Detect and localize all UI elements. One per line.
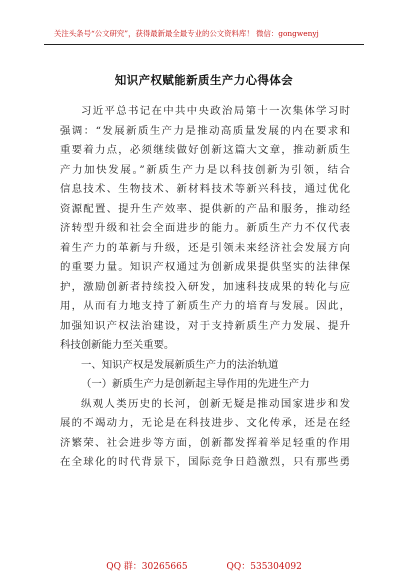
body-line: 在全球化的时代背景下，国际竞争日趋激烈，只有那些勇 — [60, 456, 350, 468]
body-line: 用，从而有力地支持了新质生产力的培育与发展。因此， — [60, 300, 350, 312]
subsection-heading: （一）新质生产力是创新起主导作用的先进生产力 — [81, 378, 310, 390]
header-note: 关注头条号“公文研究”，获得最新最全最专业的公文资料库！ 微信：gongwenyj — [54, 29, 319, 38]
body-line: 资源配置、提升生产效率、提供新的产品和服务，推动经 — [60, 202, 350, 215]
body-line: 产力加快发展。”新质生产力是以科技创新为引领，结合 — [60, 163, 350, 176]
body-line: 纵观人类历史的长河，创新无疑是推动国家进步和发 — [81, 397, 350, 410]
document-title: 知识产权赋能新质生产力心得体会 — [114, 73, 294, 87]
qq-number-label: QQ：535304092 — [226, 562, 302, 572]
body-line: 科技创新能力至关重要。 — [60, 339, 175, 351]
body-line: 着生产力的革新与升级，还是引领未来经济社会发展方向 — [60, 241, 350, 254]
body-line: 习近平总书记在中共中央政治局第十一次集体学习时 — [81, 105, 350, 117]
qq-group-label: QQ 群：30265665 — [106, 562, 188, 572]
body-line: 信息技术、生物技术、新材料技术等新兴科技，通过优化 — [60, 183, 350, 195]
body-line: 济繁荣、社会进步等方面，创新都发挥着举足轻重的作用 — [60, 436, 350, 449]
footer-contact — [0, 559, 408, 572]
body-line: 展的不竭动力，无论是在科技进步、文化传承，还是在经 — [60, 417, 350, 429]
document-body — [60, 102, 350, 473]
body-line: 重要着力点，必须继续做好创新这篇大文章，推动新质生 — [60, 144, 350, 156]
section-heading: 一、知识产权是发展新质生产力的法治轨道 — [81, 358, 279, 371]
body-line: 加强知识产权法治建设，对于支持新质生产力发展、提升 — [60, 319, 350, 332]
body-line: 的重要力量。知识产权通过为创新成果提供坚实的法律保 — [60, 261, 350, 273]
header-divider — [44, 44, 364, 45]
body-line: 济转型升级和社会全面进步的能力。新质生产力不仅代表 — [60, 222, 350, 234]
body-line: 强调：“发展新质生产力是推动高质量发展的内在要求和 — [60, 124, 350, 137]
body-line: 护，激励创新者持续投入研发，加速科技成果的转化与应 — [60, 280, 350, 293]
